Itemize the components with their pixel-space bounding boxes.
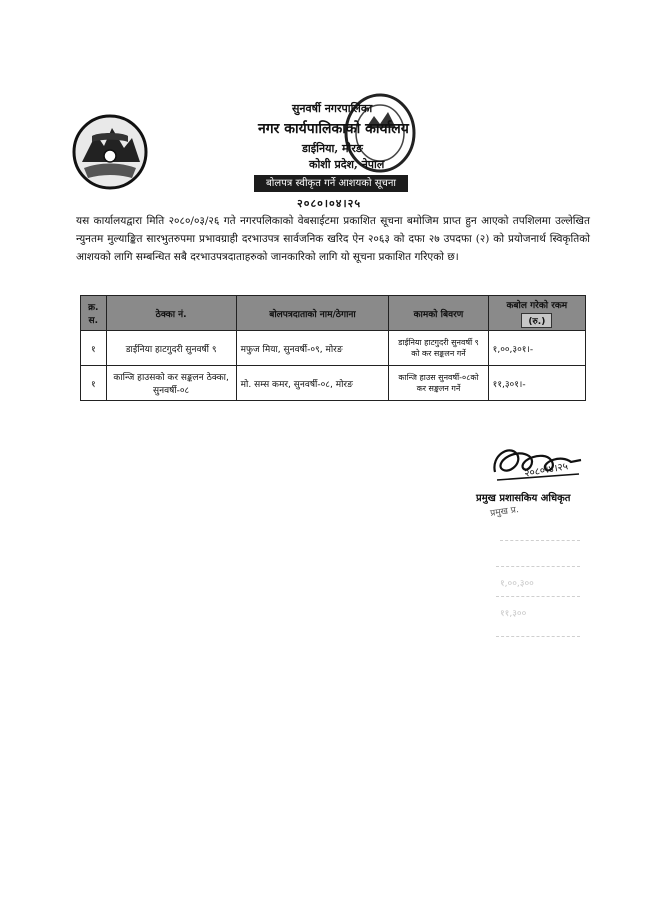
row-contract: डाईनिया हाटगुदरी सुनवर्षी ९ bbox=[106, 331, 236, 366]
header-sn: क्र. स. bbox=[81, 296, 107, 331]
row-amount: ११,३०१।- bbox=[488, 366, 585, 401]
signatory-title: प्रमुख प्रशासकिय अधिकृत bbox=[476, 493, 571, 504]
signature-date: २०८०।४।२५ bbox=[523, 461, 569, 480]
municipality-name: सुनवर्षी नगरपालिका bbox=[292, 102, 373, 115]
row-bidder: मफुज मिया, सुनवर्षी-०९, मोरङ bbox=[236, 331, 389, 366]
row-contract: कान्जि हाउसको कर सङ्कलन ठेक्का, सुनवर्षी-०८ bbox=[106, 366, 236, 401]
ghost-line bbox=[496, 596, 580, 597]
header-amount-label: कबोल गरेको रकम bbox=[506, 301, 568, 311]
ghost-line bbox=[500, 540, 580, 541]
row-sn: १ bbox=[81, 331, 107, 366]
table-row bbox=[81, 366, 586, 401]
header-amount bbox=[488, 296, 585, 331]
office-address: डाईनिया, मोरङ bbox=[302, 142, 363, 155]
notice-date: २०८०।०४।२५ bbox=[297, 197, 362, 210]
table-row bbox=[81, 331, 586, 366]
header-bidder: बोलपत्रदाताको नाम/ठेगाना bbox=[236, 296, 389, 331]
row-work: डाईनिया हाटगुदरी सुनवर्षी ९ को कर सङ्कलन गर्ने bbox=[389, 331, 488, 366]
signatory-stamp: प्रमुख प्र. bbox=[489, 505, 520, 519]
row-work: कान्जि हाउस सुनवर्षी-०८को कर सङ्कलन गर्ने bbox=[389, 366, 488, 401]
notice-title: बोलपत्र स्वीकृत गर्ने आशयको सूचना bbox=[254, 175, 408, 192]
header-contract: ठेक्का नं. bbox=[106, 296, 236, 331]
ghost-line bbox=[496, 566, 580, 567]
row-amount: १,००,३०१।- bbox=[488, 331, 585, 366]
ghost-line bbox=[496, 636, 580, 637]
bid-table bbox=[80, 295, 586, 401]
header-amount-unit: (रु.) bbox=[521, 313, 552, 328]
ghost-amount: ११,३०० bbox=[500, 609, 527, 619]
header-work: कामको बिवरण bbox=[389, 296, 488, 331]
notice-paragraph: यस कार्यालयद्वारा मिति २०८०/०३/२६ गते नगरपलिकाको वेबसाईटमा प्रकाशित सूचना बमोजिम प्राप्त हुन आएको तपशिलमा उल्लेखित न्युनतम मुल्याङ्कित सारभुतरुपमा प्रभावग्राही दरभाउपत्र सार्वजनिक खरिद ऐन २०६३ को दफा २७ उपदफा (२) को प्रयोजनार्थ स्विकृतिको आशयको लागि सम्बन्धित सबै दरभाउपत्रदाताहरुको जानकारिको लागि यो सूचना प्रकाशित गरिएको छ। bbox=[76, 215, 590, 263]
office-name: नगर कार्यपालिकाको कार्यालय bbox=[258, 121, 409, 137]
row-bidder: मो. सम्स कमर, सुनवर्षी-०८, मोरङ bbox=[236, 366, 389, 401]
ghost-amount: १,००,३०० bbox=[500, 579, 534, 589]
table-header-row bbox=[81, 296, 586, 331]
office-province: कोशी प्रदेश, नेपाल bbox=[309, 158, 385, 171]
municipality-emblem-icon bbox=[70, 112, 150, 192]
row-sn: १ bbox=[81, 366, 107, 401]
